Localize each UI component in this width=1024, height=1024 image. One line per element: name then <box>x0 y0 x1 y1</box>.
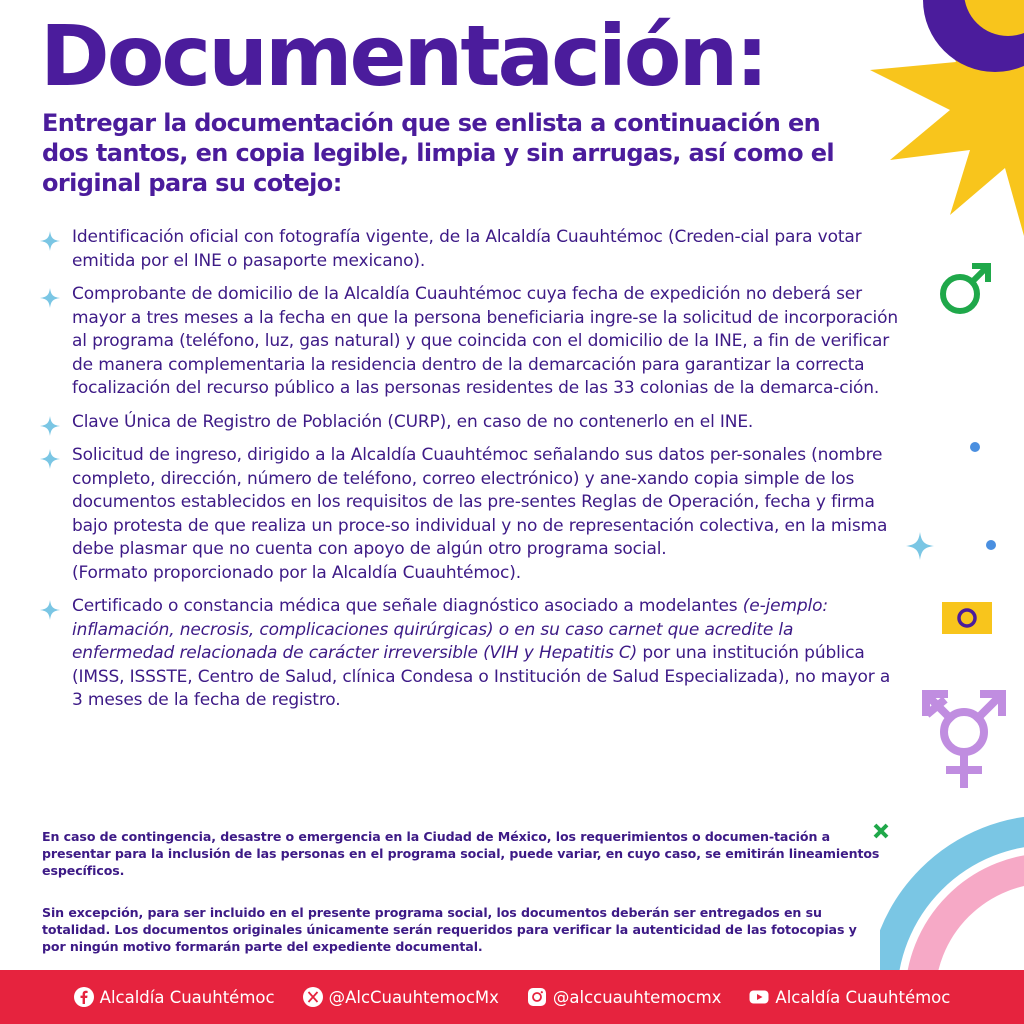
requirements-list <box>40 226 900 723</box>
list-item-text: Clave Única de Registro de Población (CURP), en caso de no contenerlo en el INE. <box>72 411 754 432</box>
sparkle-icon <box>906 532 934 560</box>
list-item <box>40 595 900 713</box>
facebook-link[interactable] <box>74 987 275 1007</box>
list-item-text: Identificación oficial con fotografía vigente, de la Alcaldía Cuauhtémoc (Creden-cial para votar emitida por el INE o pasaporte mexicano). <box>72 227 862 271</box>
instagram-link[interactable] <box>527 987 722 1007</box>
social-footer <box>0 970 1024 1024</box>
x-icon <box>303 987 323 1007</box>
list-item <box>40 226 900 273</box>
youtube-icon <box>749 987 769 1007</box>
sparkle-bullet-icon <box>40 449 60 469</box>
contingency-note: En caso de contingencia, desastre o emergencia en la Ciudad de México, los requerimientos o documen-tación a presentar para la inclusión de las personas en el programa social, puede variar, en cuyo caso, se emitirán lineamientos específicos. <box>42 829 880 878</box>
list-item-text: Comprobante de domicilio de la Alcaldía Cuauhtémoc cuya fecha de expedición no deberá ser mayor a tres meses a la fecha en que la persona beneficiaria ingre-se la solicitud de incorporación al programa (teléfono, luz, gas natural) y que coincida con el domicilio de la INE, a fin de verificar de manera complementaria la residencia dentro de la demarcación para garantizar la correcta focalización del recurso público a las personas residentes de las 33 colonias de la demarca-ción. <box>72 284 898 398</box>
list-item-text <box>72 595 900 713</box>
list-item-extra: (Formato proporcionado por la Alcaldía Cuauhtémoc). <box>72 562 521 583</box>
list-item-tail: por una institución pública (IMSS, ISSSTE, Centro de Salud, clínica Condesa o Institución de Salud Especializada), no mayor a 3 meses de la fecha de registro. <box>72 643 891 710</box>
sparkle-bullet-icon <box>40 231 60 251</box>
sparkle-bullet-icon <box>40 288 60 308</box>
list-item <box>40 444 900 585</box>
x-link[interactable] <box>303 987 499 1007</box>
x-label: @AlcCuauhtemocMx <box>328 987 499 1007</box>
facebook-icon <box>74 987 94 1007</box>
page-subtitle: Entregar la documentación que se enlista a continuación en dos tantos, en copia legible, limpia y sin arrugas, así como el original para su cotejo: <box>42 109 835 197</box>
requirement-note: Sin excepción, para ser incluido en el presente programa social, los documentos deberán ser entregados en su totalidad. Los documentos originales únicamente serán requeridos para verificar la autenticidad de las fotocopias y por ningún motivo formarán parte del expediente documental. <box>42 905 857 954</box>
intersex-icon <box>942 602 992 634</box>
sparkle-bullet-icon <box>40 600 60 620</box>
list-item-body: Certificado o constancia médica que señale diagnóstico asociado a modelantes <box>72 596 743 616</box>
dot-icon <box>968 440 982 454</box>
youtube-label: Alcaldía Cuauhtémoc <box>775 987 951 1007</box>
page-title: Documentación: <box>40 7 766 105</box>
rainbow-arc <box>880 808 1024 970</box>
list-item-body: Solicitud de ingreso, dirigido a la Alcaldía Cuauhtémoc señalando sus datos per-sonales (nombre completo, dirección, número de teléfono, correo electrónico) y ane-xando copia simple de los documentos establecidos en los requisitos de las pre-sentes Reglas de Operación, fecha y firma bajo protesta de que realiza un proce-so individual y no de representación colectiva, en la misma debe plasmar que no cuenta con apoyo de algún otro programa social. <box>72 445 888 559</box>
list-item <box>40 411 900 435</box>
list-item-text <box>72 444 900 585</box>
instagram-icon <box>527 987 547 1007</box>
dot-icon <box>984 538 998 552</box>
sparkle-bullet-icon <box>40 416 60 436</box>
transgender-icon <box>916 684 1012 790</box>
youtube-link[interactable] <box>749 987 950 1007</box>
instagram-label: @alccuauhtemocmx <box>552 987 722 1007</box>
list-item <box>40 283 900 401</box>
list-item-italic: (e-jemplo: inflamación, necrosis, complicaciones quirúrgicas) o en su caso carnet que acredite la enfermedad relacionada de carácter irreversible (VIH y Hepatitis C) <box>72 596 828 663</box>
mars-icon <box>936 258 996 318</box>
facebook-label: Alcaldía Cuauhtémoc <box>99 987 275 1007</box>
